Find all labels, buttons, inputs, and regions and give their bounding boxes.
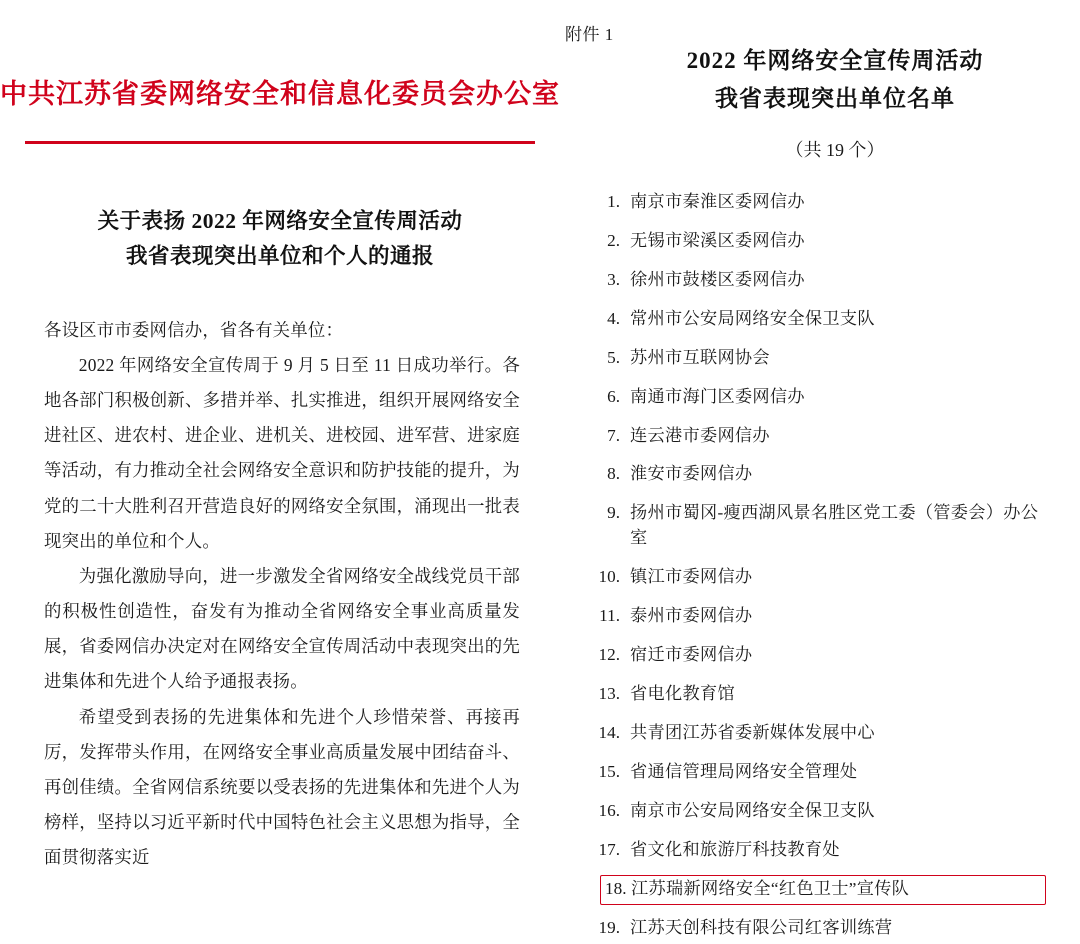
list-item-number: 14.	[598, 723, 620, 742]
list-item	[586, 680, 1054, 710]
list-item-label: 江苏瑞新网络安全“红色卫士”宣传队	[631, 878, 910, 898]
list-item-label: 镇江市委网信办	[630, 567, 753, 587]
list-item-label: 南通市海门区委网信办	[630, 386, 805, 406]
list-item-number: 8.	[607, 464, 620, 484]
list-item	[586, 266, 1054, 296]
body-paragraph-salutation: 各设区市市委网信办，省各有关单位：	[44, 319, 344, 340]
list-item	[586, 719, 1054, 749]
document-title	[0, 204, 560, 275]
list-item-label: 泰州市委网信办	[630, 606, 753, 626]
list-item-label: 淮安市委网信办	[630, 464, 753, 484]
list-item	[586, 602, 1054, 632]
list-item-label: 省通信管理局网络安全管理处	[630, 761, 858, 781]
list-item-label: 扬州市蜀冈-瘦西湖风景名胜区党工委（管委会）办公室	[630, 503, 1039, 548]
left-document	[0, 0, 560, 868]
list-item-label: 省电化教育馆	[630, 684, 735, 704]
list-item	[586, 758, 1054, 788]
list-item-label: 共青团江苏省委新媒体发展中心	[630, 723, 875, 742]
list-item	[586, 641, 1054, 671]
attachment-subtitle: （共 19 个）	[785, 139, 885, 160]
list-item-label: 南京市秦淮区委网信办	[630, 191, 805, 211]
list-item	[586, 227, 1054, 257]
attachment-label: 附件 1	[565, 25, 614, 44]
list-item-label: 江苏天创科技有限公司红客训练营	[630, 917, 893, 937]
unit-list	[560, 188, 1080, 944]
list-item-number: 10.	[598, 567, 620, 587]
list-item-number: 5.	[607, 347, 620, 367]
list-item	[586, 383, 1054, 413]
list-item	[586, 305, 1054, 335]
list-item-number: 7.	[607, 425, 620, 445]
document-body	[44, 313, 520, 876]
list-item-label: 连云港市委网信办	[630, 425, 770, 445]
list-item-number: 1.	[607, 191, 620, 211]
body-paragraph-2: 为强化激励导向，进一步激发全省网络安全战线党员干部的积极性创造性，奋发有为推动全省网络安全事业高质量发展，省委网信办决定对在网络安全宣传周活动中表现突出的先进集体和先进个人给予通报表扬。	[44, 565, 520, 692]
list-item-number: 17.	[598, 839, 620, 859]
list-item-label: 宿迁市委网信办	[630, 645, 753, 665]
body-paragraph-3: 希望受到表扬的先进集体和先进个人珍惜荣誉、再接再厉，发挥带头作用，在网络安全事业高质量发展中团结奋斗、再创佳绩。全省网信系统要以受表扬的先进集体和先进个人为榜样，坚持以习近平新时代中国特色社会主义思想为指导，全面贯彻落实近	[44, 706, 520, 868]
list-item	[586, 563, 1054, 593]
body-paragraph-1: 2022 年网络安全宣传周于 9 月 5 日至 11 日成功举行。各地各部门积极创新、多措并举、扎实推进，组织开展网络安全进社区、进农村、进企业、进机关、进校园、进军营、进家庭等活动，有力推动全社会网络安全意识和防护技能的提升，为党的二十大胜利召开营造良好的网络安全氛围，涌现出一批表现突出的单位和个人。	[44, 354, 520, 551]
list-item	[586, 499, 1054, 554]
list-item-number: 2.	[607, 230, 620, 250]
attachment-title-line1: 2022 年网络安全宣传周活动	[686, 48, 984, 73]
list-item	[586, 188, 1054, 218]
list-item-number: 13.	[598, 684, 620, 704]
list-item	[586, 797, 1054, 827]
list-item	[586, 460, 1054, 490]
list-item	[586, 344, 1054, 374]
list-item-label: 徐州市鼓楼区委网信办	[630, 269, 805, 289]
list-item-number: 12.	[598, 645, 620, 665]
list-item-number: 18.	[605, 878, 627, 898]
list-item	[586, 914, 1054, 944]
attachment-title-line2: 我省表现突出单位名单	[715, 85, 955, 111]
list-item-number: 19.	[598, 917, 620, 937]
list-item-label: 苏州市互联网协会	[630, 347, 770, 367]
list-item-label: 省文化和旅游厅科技教育处	[630, 839, 840, 859]
list-item-number: 9.	[607, 503, 620, 523]
list-item-label: 南京市公安局网络安全保卫支队	[630, 800, 875, 820]
letterhead-divider	[25, 141, 535, 144]
list-item-number: 11.	[599, 606, 620, 626]
letterhead-title: 中共江苏省委网络安全和信息化委员会办公室	[0, 79, 560, 109]
list-item-number: 16.	[598, 800, 620, 820]
list-item-number: 3.	[607, 269, 620, 289]
document-title-line2: 我省表现突出单位和个人的通报	[125, 244, 434, 269]
list-item-number: 4.	[607, 308, 620, 328]
list-item-label: 无锡市梁溪区委网信办	[630, 230, 805, 250]
document-title-line1: 关于表扬 2022 年网络安全宣传周活动	[97, 208, 463, 233]
list-item	[586, 836, 1054, 866]
list-item-number: 6.	[607, 386, 620, 406]
list-item	[600, 875, 1046, 905]
attachment-title	[560, 42, 1080, 118]
right-document	[560, 0, 1080, 937]
list-item-number: 15.	[598, 761, 620, 781]
list-item	[586, 422, 1054, 452]
list-item-label: 常州市公安局网络安全保卫支队	[630, 308, 875, 328]
